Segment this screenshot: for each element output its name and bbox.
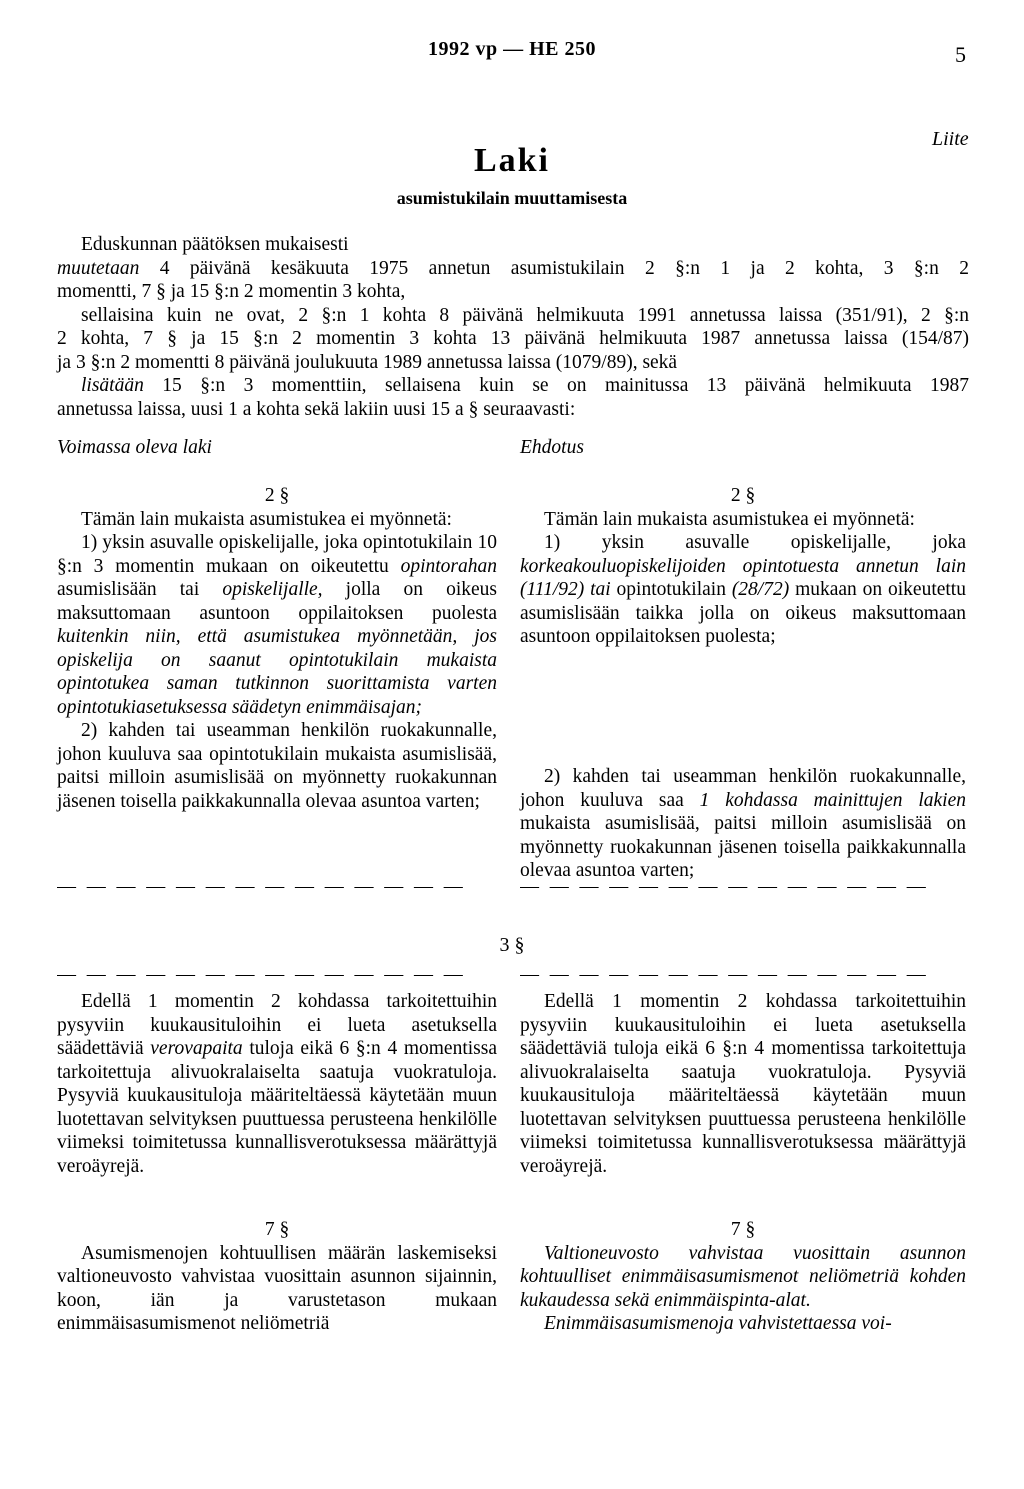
lisataan-word: lisätään [81, 375, 144, 396]
intro-text: 15 §:n 3 momenttiin, sellaisena kuin se on mainitussa 13 päivänä helmikuuta 1987 [143, 375, 969, 396]
omission-dashes: — — — — — — — — — — — — — — [520, 876, 929, 897]
enacting-clause [57, 233, 969, 421]
paragraph: Asumismenojen kohtuullisen määrän laskemiseksi valtioneuvosto vahvistaa vuosittain asunnon sijainnin, koon, iän ja varustetason mukaan enimmäisasumismenot neliömetriä [57, 1242, 497, 1334]
list-item: 1) yksin asuvalle opiskelijalle, joka opintotukilain 10 §:n 3 momentin mukaan on oikeutettu opintorahan asumislisään tai opiskelijalle, jolla on oikeus maksuttomaan asuntoon oppilaitoksen puolesta kuitenkin niin, että asumistukea myönnetään, jos opiskelija on saanut opintotukilain mukaista opintotukea saman tutkinnon suorittamista varten opintotukiasetuksessa säädetyn enimmäisajan; [57, 532, 497, 718]
right-section-2 [520, 484, 966, 649]
left-section-7 [57, 1218, 497, 1336]
page-number: 5 [955, 42, 966, 67]
paragraph: Valtioneuvosto vahvistaa vuosittain asunnon kohtuulliset enimmäisasumismenot neliömetriä kohden kukaudessa sekä enimmäispinta-alat. [520, 1242, 966, 1311]
section-intro: Tämän lain mukaista asumistukea ei myönnetä: [544, 508, 915, 530]
section-heading: 7 § [730, 1219, 756, 1240]
intro-line [57, 374, 969, 398]
paragraph: Enimmäisasumismenoja vahvistettaessa voi- [544, 1313, 892, 1334]
section-heading: 2 § [730, 485, 756, 506]
muutetaan-word: muutetaan [57, 257, 140, 279]
intro-line [57, 257, 969, 281]
section-intro: Tämän lain mukaista asumistukea ei myönnetä: [81, 508, 452, 530]
omission-dashes: — — — — — — — — — — — — — — [57, 876, 466, 897]
running-header: 1992 vp — HE 250 [427, 38, 597, 60]
intro-line: 2 kohta, 7 § ja 15 §:n 2 momentin 3 kohta 13 päivänä helmikuuta 1987 annetussa laissa (154/87) [57, 328, 969, 349]
left-column-heading: Voimassa oleva laki [57, 437, 212, 458]
law-title: Laki [473, 142, 551, 179]
intro-line: Eduskunnan päätöksen mukaisesti [81, 234, 349, 255]
left-section-2 [57, 484, 497, 813]
intro-line: annetussa laissa, uusi 1 a kohta sekä lakiin uusi 15 a § seuraavasti: [57, 398, 576, 420]
right-section-3-text [520, 990, 966, 1178]
right-section-2-item-2 [520, 765, 966, 883]
intro-line: ja 3 §:n 2 momentti 8 päivänä joulukuuta 1989 annetussa laissa (1079/89), sekä [57, 351, 678, 373]
right-section-7 [520, 1218, 966, 1336]
list-item: 1) yksin asuvalle opiskelijalle, joka korkeakouluopiskelijoiden opintotuesta annetun lain (111/92) tai opintotukilain (28/72) mukaan on oikeutettu asumislisään taikka jolla on oikeus maksuttomaan asuntoon oppilaitoksen puolesta; [520, 532, 966, 647]
law-subtitle: asumistukilain muuttamisesta [396, 188, 628, 208]
omission-dashes: — — — — — — — — — — — — — — [57, 964, 466, 985]
paragraph: Edellä 1 momentin 2 kohdassa tarkoitettuihin pysyviin kuukausituloihin ei lueta asetuksella säädettäviä tuloja eikä 6 §:n 4 momentissa tarkoitettuja alivuokralaiselta saatuja vuokratuloja. Pysyviä kuukausituloja määriteltäessä käytetään muun luotettavan selvityksen puuttuessa perusteena henkilölle viimeksi toimitetussa kunnallisverotuksessa määrättyjä veroäyrejä. [520, 991, 966, 1177]
section-3-heading: 3 § [499, 934, 525, 956]
intro-text: 4 päivänä kesäkuuta 1975 annetun asumistukilain 2 §:n 1 ja 2 kohta, 3 §:n 2 [139, 257, 969, 279]
paragraph: Edellä 1 momentin 2 kohdassa tarkoitettuihin pysyviin kuukausituloihin ei lueta asetuksella säädettäviä verovapaita tuloja eikä 6 §:n 4 momentissa tarkoitettuja alivuokralaiselta saatuja vuokratuloja. Pysyviä kuukausituloja määriteltäessä käytetään muun luotettavan selvityksen puuttuessa perusteena henkilölle viimeksi toimitetussa kunnallisverotuksessa määrättyjä veroäyrejä. [57, 991, 497, 1177]
section-heading: 2 § [264, 485, 290, 506]
section-heading: 7 § [264, 1219, 290, 1240]
intro-line: momentti, 7 § ja 15 §:n 2 momentin 3 kohta, [57, 281, 406, 302]
appendix-label: Liite [932, 128, 969, 150]
omission-dashes: — — — — — — — — — — — — — — [520, 964, 929, 985]
right-column-heading: Ehdotus [520, 437, 584, 458]
list-item: 2) kahden tai useamman henkilön ruokakunnalle, johon kuuluva saa opintotukilain mukaista asumislisää, paitsi milloin asumislisää on myönnetty ruokakunnan jäsenen toisella paikkakunnalla olevaa asuntoa varten; [57, 720, 497, 812]
left-section-3-text [57, 990, 497, 1178]
intro-line: sellaisina kuin ne ovat, 2 §:n 1 kohta 8 päivänä helmikuuta 1991 annetussa laissa (351/91), 2 §:n [81, 304, 969, 326]
list-item: 2) kahden tai useamman henkilön ruokakunnalle, johon kuuluva saa 1 kohdassa mainittujen lakien mukaista asumislisää, paitsi milloin asumislisää on myönnetty ruokakunnan jäsenen toisella paikkakunnalla olevaa asuntoa varten; [520, 766, 966, 881]
